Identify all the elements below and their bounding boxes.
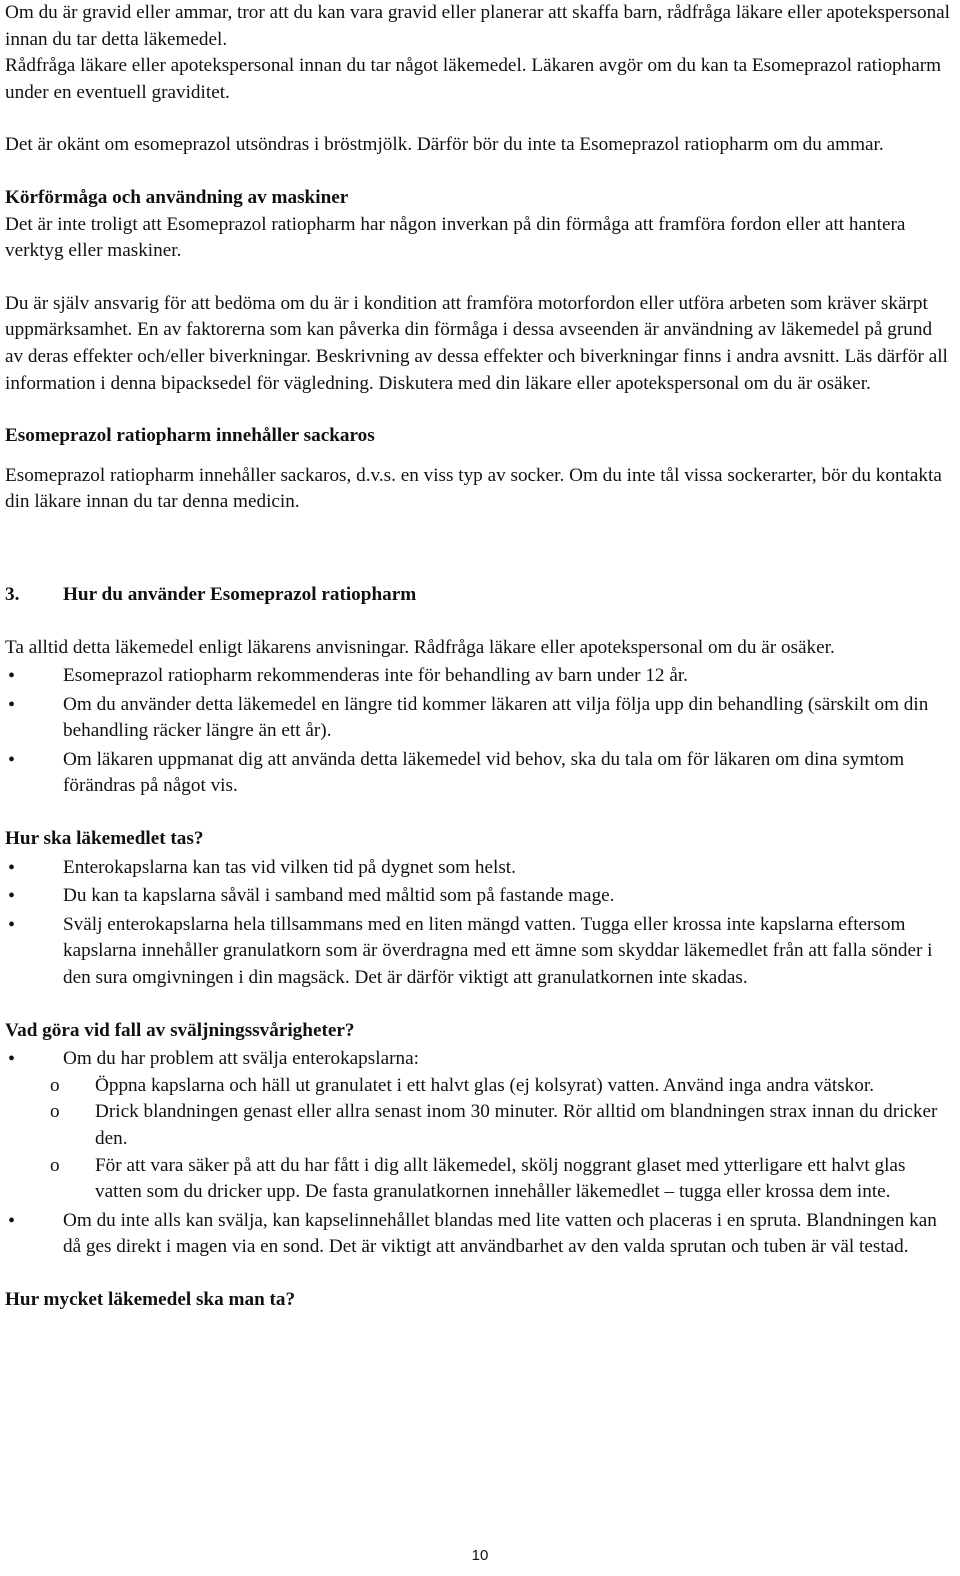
sub-list-item: o Drick blandningen genast eller allra senast inom 30 minuter. Rör alltid om blandningen strax innan du dricker den. [50,1099,954,1152]
sub-list-item: o Öppna kapslarna och häll ut granulatet i ett halvt glas (ej kolsyrat) vatten. Använd inga andra vätskor. [50,1073,954,1100]
driving-heading: Körförmåga och användning av maskiner [5,186,349,208]
sub-list-item: o För att vara säker på att du har fått i dig allt läkemedel, skölj noggrant glaset med ytterligare ett halvt glas vatten som du dricker upp. De fasta granulatkornen innehåller läkemedlet – tugga eller krossa dem inte. [50,1153,954,1206]
pregnancy-paragraph: Om du är gravid eller ammar, tror att du kan vara gravid eller planerar att skaffa barn, rådfråga läkare eller apotekspersonal innan du tar detta läkemedel. [5,2,951,50]
section-3-heading [5,582,954,609]
swallowing-sub-list [5,1073,954,1206]
list-item: • Esomeprazol ratiopharm rekommenderas inte för behandling av barn under 12 år. [5,663,954,690]
dosage-heading: Hur mycket läkemedel ska man ta? [5,1288,296,1310]
swallowing-bullet-list [5,1046,954,1073]
sucrose-paragraph: Esomeprazol ratiopharm innehåller sackaros, d.v.s. en viss typ av socker. Om du inte tål vissa sockerarter, bör du kontakta din läkare innan du tar denna medicin. [5,464,942,513]
list-item: • Du kan ta kapslarna såväl i samband med måltid som på fastande mage. [5,883,954,910]
driving-paragraph-2: Du är själv ansvarig för att bedöma om du är i kondition att framföra motorfordon eller utföra arbeten som kräver skärpt uppmärksamhet. En av faktorerna som kan påverka din förmåga i dessa avseenden är användning av läkemedel på grund av deras effekter och/eller biverkningar. Beskrivning av dessa effekter och biverkningar finns i andra avsnitt. Läs därför all information i denna bipacksedel för vägledning. Diskutera med din läkare eller apotekspersonal om du är osäker. [5,292,948,394]
list-item: • Om du använder detta läkemedel en längre tid kommer läkaren att vilja följa upp din behandling (särskilt om din behandling räcker längre än ett år). [5,692,954,745]
section-3-bullet-list [5,663,954,800]
list-item: • Svälj enterokapslarna hela tillsammans med en liten mängd vatten. Tugga eller krossa inte kapslarna eftersom kapslarna innehåller granulatkorn som är överdragna med ett ämne som skyddar läkemedlet från att falla sönder i den sura omgivningen i din magsäck. Det är därför viktigt att granulatkornen inte skadas. [5,912,954,992]
driving-paragraph-1: Det är inte troligt att Esomeprazol ratiopharm har någon inverkan på din förmåga att framföra fordon eller att hantera verktyg eller maskiner. [5,213,906,262]
section-title: Hur du använder Esomeprazol ratiopharm [63,583,417,605]
breastfeeding-paragraph: Det är okänt om esomeprazol utsöndras i bröstmjölk. Därför bör du inte ta Esomeprazol ratiopharm om du ammar. [5,134,884,156]
pregnancy-paragraph-2: Rådfråga läkare eller apotekspersonal innan du tar något läkemedel. Läkaren avgör om du kan ta Esomeprazol ratiopharm under en eventuell graviditet. [5,55,942,103]
swallowing-heading: Vad göra vid fall av sväljningssvårigheter? [5,1019,355,1041]
section-number: 3. [5,583,20,605]
sucrose-heading: Esomeprazol ratiopharm innehåller sackaros [5,425,375,447]
swallowing-bullet-1: Om du har problem att svälja enterokapslarna: [63,1048,419,1070]
how-to-take-bullet-list [5,855,954,992]
how-to-take-heading: Hur ska läkemedlet tas? [5,828,204,850]
swallowing-bullet-list-2 [5,1208,954,1261]
list-item: • Enterokapslarna kan tas vid vilken tid på dygnet som helst. [5,855,954,882]
section-3-intro: Ta alltid detta läkemedel enligt läkarens anvisningar. Rådfråga läkare eller apotekspersonal om du är osäker. [5,636,835,658]
page-number: 10 [471,1547,489,1564]
list-item: • Om du inte alls kan svälja, kan kapselinnehållet blandas med lite vatten och placeras i en spruta. Blandningen kan då ges direkt i magen via en sond. Det är viktigt att användbarhet av den valda sprutan och tuben är väl testad. [5,1208,954,1261]
list-item [5,1046,954,1073]
list-item: • Om läkaren uppmanat dig att använda detta läkemedel vid behov, ska du tala om för läkaren om dina symtom förändras på något vis. [5,747,954,800]
